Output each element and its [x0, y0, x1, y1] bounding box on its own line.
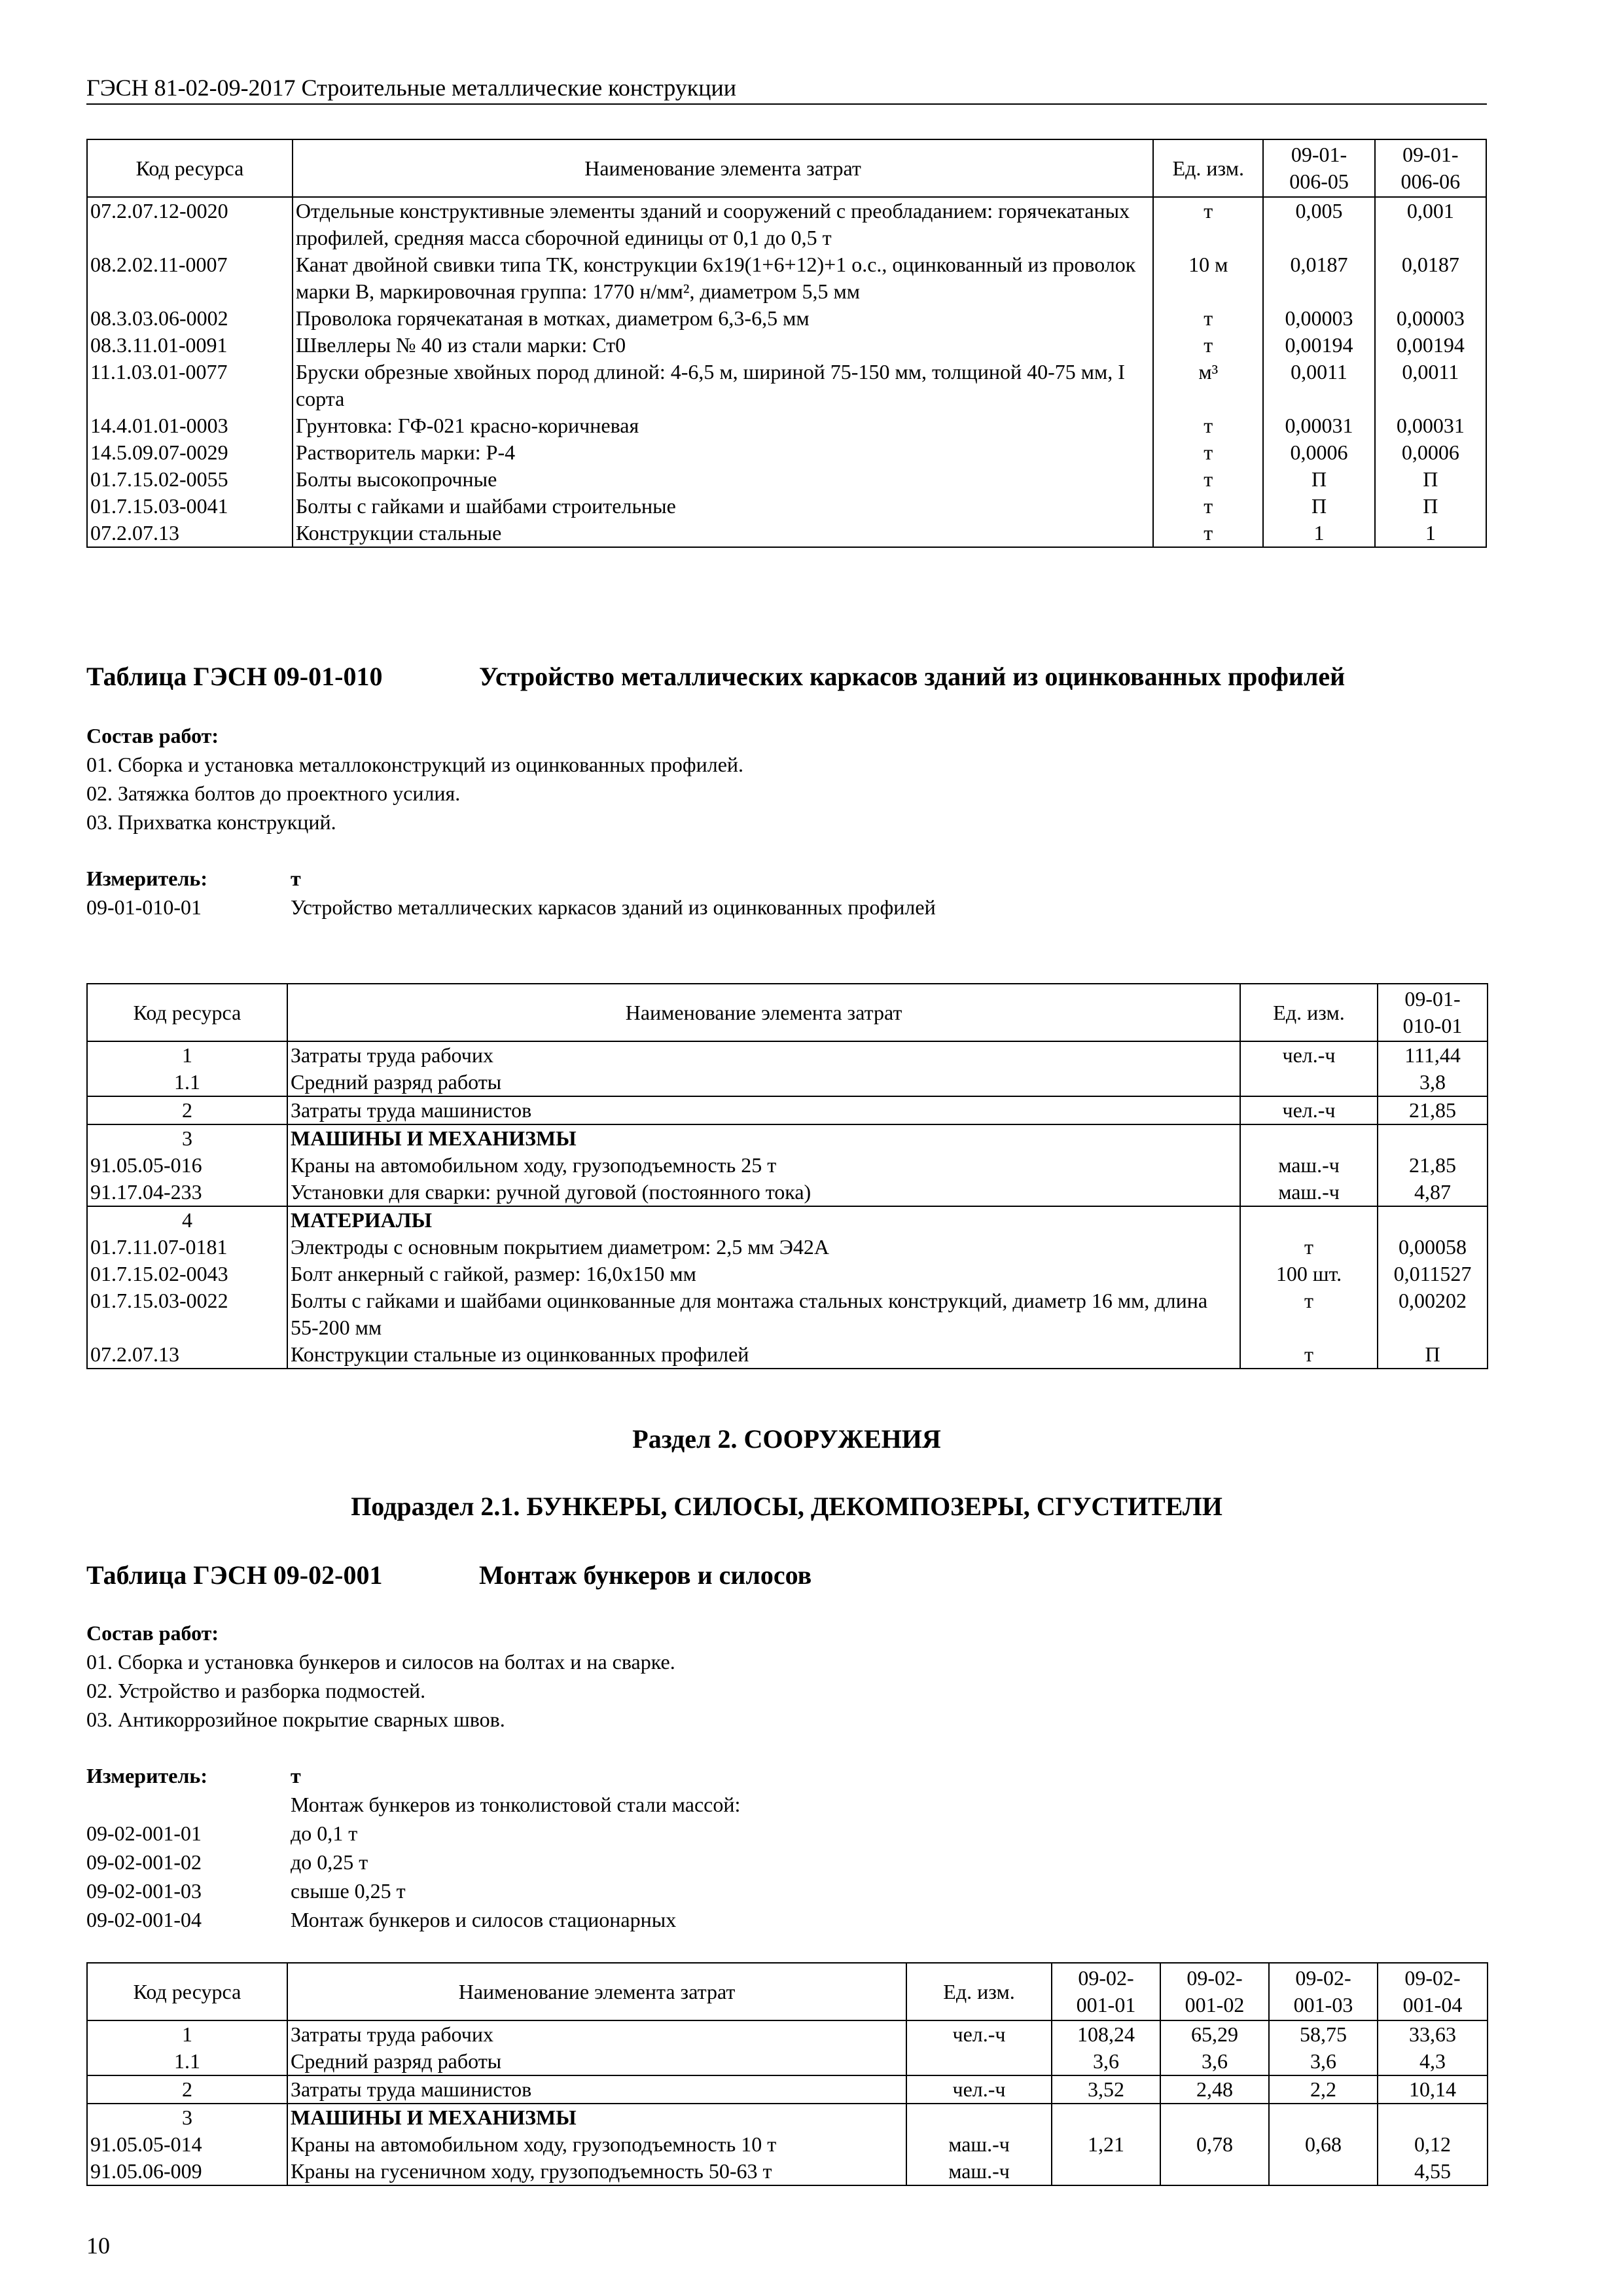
- resource-code: 11.1.03.01-0077: [87, 359, 293, 412]
- value-cell: 0,011527: [1378, 1261, 1488, 1287]
- resource-name: Затраты труда машинистов: [287, 1096, 1240, 1124]
- value-cell: 0,0006: [1375, 439, 1486, 466]
- resource-name: Затраты труда рабочих: [287, 1041, 1240, 1069]
- meter-note-row: [86, 1790, 1487, 1819]
- unit: маш.-ч: [906, 2158, 1052, 2185]
- table-row: [87, 439, 1486, 466]
- value-cell: 2,2: [1269, 2075, 1378, 2104]
- unit: м³: [1153, 359, 1263, 412]
- norm-item: [86, 1876, 1487, 1905]
- resource-code: 01.7.11.07-0181: [87, 1234, 287, 1261]
- unit: чел.-ч: [906, 2075, 1052, 2104]
- value-cell: [1160, 2158, 1269, 2185]
- norm-item: [86, 1819, 1487, 1848]
- value-cell: [1378, 1206, 1488, 1234]
- resource-code: 01.7.15.02-0043: [87, 1261, 287, 1287]
- resource-name: Затраты труда машинистов: [287, 2075, 906, 2104]
- norm-text: Устройство металлических каркасов зданий из оцинкованных профилей: [291, 895, 936, 919]
- value-cell: [1160, 2104, 1269, 2131]
- resource-name: Затраты труда рабочих: [287, 2020, 906, 2048]
- unit: т: [1153, 197, 1263, 251]
- table-row: [87, 2020, 1488, 2048]
- value-cell: 3,8: [1378, 1069, 1488, 1096]
- table-row: [87, 1096, 1488, 1124]
- works-list: [86, 1647, 1487, 1734]
- value-cell: 0,12: [1378, 2131, 1488, 2158]
- resource-code: 3: [87, 2104, 287, 2131]
- subsection-heading: Подраздел 2.1. БУНКЕРЫ, СИЛОСЫ, ДЕКОМПОЗЕРЫ, СГУСТИТЕЛИ: [351, 1492, 1222, 1521]
- value-cell: [1378, 1124, 1488, 1152]
- table-id: Таблица ГЭСН 09-01-010: [86, 662, 383, 691]
- resource-name: Бруски обрезные хвойных пород длиной: 4-6,5 м, шириной 75-150 мм, толщиной 40-75 мм, I сорта: [293, 359, 1153, 412]
- items-list: [86, 1819, 1487, 1934]
- table-row: [87, 2131, 1488, 2158]
- resource-name: Конструкции стальные из оцинкованных профилей: [287, 1341, 1240, 1369]
- unit: маш.-ч: [906, 2131, 1052, 2158]
- value-cell: П: [1263, 493, 1374, 520]
- unit: т: [1153, 493, 1263, 520]
- resource-code: 91.05.05-014: [87, 2131, 287, 2158]
- value-cell: 0,00003: [1263, 305, 1374, 332]
- value-cell: 1,21: [1052, 2131, 1160, 2158]
- meter-note: Монтаж бункеров из тонколистовой стали массой:: [291, 1793, 741, 1816]
- resource-code: 91.05.06-009: [87, 2158, 287, 2185]
- unit: т: [1240, 1341, 1378, 1369]
- value-cell: 2,48: [1160, 2075, 1269, 2104]
- norm-code: 09-02-001-04: [86, 1908, 202, 1931]
- meter-row: [86, 864, 1487, 893]
- unit: т: [1153, 520, 1263, 547]
- work-item: 03. Прихватка конструкций.: [86, 810, 336, 834]
- resource-code: 2: [87, 1096, 287, 1124]
- resource-code: 01.7.15.02-0055: [87, 466, 293, 493]
- resource-name: Проволока горячекатаная в мотках, диаметром 6,3-6,5 мм: [293, 305, 1153, 332]
- value-cell: [1269, 2104, 1378, 2131]
- table-row: [87, 1041, 1488, 1069]
- value-cell: [1378, 2104, 1488, 2131]
- resource-name: Средний разряд работы: [287, 2048, 906, 2075]
- value-cell: 4,3: [1378, 2048, 1488, 2075]
- work-item: 01. Сборка и установка металлоконструкций из оцинкованных профилей.: [86, 753, 744, 776]
- unit: т: [1153, 332, 1263, 359]
- value-cell: П: [1378, 1341, 1488, 1369]
- resource-name: Болты с гайками и шайбами строительные: [293, 493, 1153, 520]
- resource-name: Болты с гайками и шайбами оцинкованные для монтажа стальных конструкций, диаметр 16 мм, длина 55-200 мм: [287, 1287, 1240, 1341]
- resource-name: Краны на автомобильном ходу, грузоподъемность 10 т: [287, 2131, 906, 2158]
- column-header: Ед. изм.: [906, 1963, 1052, 2020]
- unit: т: [1153, 305, 1263, 332]
- norm-text: Монтаж бункеров и силосов стационарных: [291, 1908, 677, 1931]
- table-row: [87, 466, 1486, 493]
- value-cell: 4,55: [1378, 2158, 1488, 2185]
- table-row: [87, 2048, 1488, 2075]
- unit: т: [1153, 439, 1263, 466]
- resource-code: 14.5.09.07-0029: [87, 439, 293, 466]
- resource-code: 07.2.07.12-0020: [87, 197, 293, 251]
- resource-code: 2: [87, 2075, 287, 2104]
- resources-table-09-01-006: [86, 139, 1487, 548]
- value-cell: 0,005: [1263, 197, 1374, 251]
- table-row: [87, 1287, 1488, 1341]
- table-row: [87, 1206, 1488, 1234]
- value-cell: П: [1375, 466, 1486, 493]
- resource-code: 91.17.04-233: [87, 1179, 287, 1206]
- value-cell: 0,00003: [1375, 305, 1486, 332]
- resource-name: МАШИНЫ И МЕХАНИЗМЫ: [287, 2104, 906, 2131]
- unit: т: [1240, 1287, 1378, 1341]
- table-row: [87, 305, 1486, 332]
- resources-table-09-02-001: [86, 1962, 1488, 2186]
- resource-code: 08.3.03.06-0002: [87, 305, 293, 332]
- resource-name: МАТЕРИАЛЫ: [287, 1206, 1240, 1234]
- unit: чел.-ч: [1240, 1041, 1378, 1069]
- value-cell: 0,78: [1160, 2131, 1269, 2158]
- resource-code: 01.7.15.03-0022: [87, 1287, 287, 1341]
- norm-text: до 0,25 т: [291, 1850, 368, 1874]
- unit: 10 м: [1153, 251, 1263, 305]
- table-row: [87, 520, 1486, 547]
- value-cell: 0,00031: [1263, 412, 1374, 439]
- running-header: ГЭСН 81-02-09-2017 Строительные металлические конструкции: [86, 73, 1487, 105]
- resources-table-09-01-010: [86, 983, 1488, 1369]
- value-cell: 0,0187: [1375, 251, 1486, 305]
- unit: т: [1240, 1234, 1378, 1261]
- meter-row: [86, 1761, 1487, 1790]
- table-row: [87, 1152, 1488, 1179]
- value-cell: 111,44: [1378, 1041, 1488, 1069]
- work-item: 01. Сборка и установка бункеров и силосов на болтах и на сварке.: [86, 1650, 675, 1674]
- value-cell: 3,6: [1052, 2048, 1160, 2075]
- table-row: [87, 359, 1486, 412]
- value-cell: 108,24: [1052, 2020, 1160, 2048]
- unit: т: [1153, 412, 1263, 439]
- resource-code: 3: [87, 1124, 287, 1152]
- column-header: 09-01- 006-06: [1375, 139, 1486, 197]
- page-number: 10: [86, 2233, 110, 2259]
- table-row: [87, 2075, 1488, 2104]
- column-header: 09-01- 010-01: [1378, 984, 1488, 1041]
- unit: маш.-ч: [1240, 1152, 1378, 1179]
- value-cell: П: [1375, 493, 1486, 520]
- norm-item: [86, 1848, 1487, 1876]
- norm-text: свыше 0,25 т: [291, 1879, 406, 1903]
- value-cell: 65,29: [1160, 2020, 1269, 2048]
- table-heading-09-02-001: [86, 1558, 1487, 1592]
- column-header: Ед. изм.: [1240, 984, 1378, 1041]
- resource-code: 4: [87, 1206, 287, 1234]
- unit: [1240, 1069, 1378, 1096]
- resource-name: Установки для сварки: ручной дуговой (постоянного тока): [287, 1179, 1240, 1206]
- value-cell: 0,00058: [1378, 1234, 1488, 1261]
- value-cell: 21,85: [1378, 1096, 1488, 1124]
- table-row: [87, 1261, 1488, 1287]
- resource-code: 1.1: [87, 2048, 287, 2075]
- value-cell: 3,6: [1160, 2048, 1269, 2075]
- resource-name: Электроды с основным покрытием диаметром: 2,5 мм Э42А: [287, 1234, 1240, 1261]
- column-header: Наименование элемента затрат: [287, 984, 1240, 1041]
- items-list: [86, 893, 1487, 922]
- resource-name: Средний разряд работы: [287, 1069, 1240, 1096]
- resource-code: 91.05.05-016: [87, 1152, 287, 1179]
- table-row: [87, 251, 1486, 305]
- table-row: [87, 332, 1486, 359]
- resource-code: 1.1: [87, 1069, 287, 1096]
- unit: чел.-ч: [1240, 1096, 1378, 1124]
- value-cell: [1052, 2104, 1160, 2131]
- value-cell: 3,52: [1052, 2075, 1160, 2104]
- norm-item: [86, 1905, 1487, 1934]
- norm-code: 09-01-010-01: [86, 895, 202, 919]
- value-cell: П: [1263, 466, 1374, 493]
- works-label: Состав работ:: [86, 1621, 219, 1645]
- table-title: Устройство металлических каркасов зданий из оцинкованных профилей: [479, 662, 1346, 691]
- resource-name: Краны на автомобильном ходу, грузоподъемность 25 т: [287, 1152, 1240, 1179]
- resource-name: МАШИНЫ И МЕХАНИЗМЫ: [287, 1124, 1240, 1152]
- resource-name: Болт анкерный с гайкой, размер: 16,0х150 мм: [287, 1261, 1240, 1287]
- resource-code: 01.7.15.03-0041: [87, 493, 293, 520]
- column-header: Ед. изм.: [1153, 139, 1263, 197]
- value-cell: 0,0011: [1375, 359, 1486, 412]
- column-header: 09-02- 001-01: [1052, 1963, 1160, 2020]
- norm-code: 09-02-001-03: [86, 1879, 202, 1903]
- column-header: Наименование элемента затрат: [293, 139, 1153, 197]
- value-cell: 1: [1375, 520, 1486, 547]
- resource-code: 07.2.07.13: [87, 1341, 287, 1369]
- work-item: 02. Затяжка болтов до проектного усилия.: [86, 781, 461, 805]
- table-title: Монтаж бункеров и силосов: [479, 1560, 812, 1590]
- norm-text: до 0,1 т: [291, 1821, 358, 1845]
- column-header: Код ресурса: [87, 984, 287, 1041]
- value-cell: 0,001: [1375, 197, 1486, 251]
- norm-item: [86, 893, 1487, 922]
- value-cell: 0,0187: [1263, 251, 1374, 305]
- meter-label: Измеритель:: [86, 867, 207, 890]
- column-header: 09-02- 001-03: [1269, 1963, 1378, 2020]
- value-cell: 3,6: [1269, 2048, 1378, 2075]
- resource-name: Грунтовка: ГФ-021 красно-коричневая: [293, 412, 1153, 439]
- resource-code: 14.4.01.01-0003: [87, 412, 293, 439]
- meter-value: т: [291, 1764, 301, 1787]
- norm-code: 09-02-001-01: [86, 1821, 202, 1845]
- resource-name: Растворитель марки: Р-4: [293, 439, 1153, 466]
- meter-label: Измеритель:: [86, 1764, 207, 1787]
- value-cell: 33,63: [1378, 2020, 1488, 2048]
- unit: маш.-ч: [1240, 1179, 1378, 1206]
- resource-code: 07.2.07.13: [87, 520, 293, 547]
- resource-name: Швеллеры № 40 из стали марки: Ст0: [293, 332, 1153, 359]
- value-cell: 0,00194: [1375, 332, 1486, 359]
- value-cell: 4,87: [1378, 1179, 1488, 1206]
- work-item: 02. Устройство и разборка подмостей.: [86, 1679, 426, 1702]
- section-heading: Раздел 2. СООРУЖЕНИЯ: [632, 1424, 941, 1454]
- value-cell: 0,0011: [1263, 359, 1374, 412]
- unit: [906, 2048, 1052, 2075]
- table-heading-09-01-010: [86, 660, 1487, 694]
- value-cell: 0,00031: [1375, 412, 1486, 439]
- unit: чел.-ч: [906, 2020, 1052, 2048]
- unit: [1240, 1206, 1378, 1234]
- unit: т: [1153, 466, 1263, 493]
- value-cell: 0,00194: [1263, 332, 1374, 359]
- value-cell: 0,68: [1269, 2131, 1378, 2158]
- value-cell: 0,0006: [1263, 439, 1374, 466]
- value-cell: 0,00202: [1378, 1287, 1488, 1341]
- resource-code: 08.2.02.11-0007: [87, 251, 293, 305]
- table-id: Таблица ГЭСН 09-02-001: [86, 1560, 383, 1590]
- value-cell: 10,14: [1378, 2075, 1488, 2104]
- table-row: [87, 197, 1486, 251]
- resource-code: 1: [87, 1041, 287, 1069]
- resource-code: 1: [87, 2020, 287, 2048]
- works-label: Состав работ:: [86, 724, 219, 747]
- value-cell: 1: [1263, 520, 1374, 547]
- meter-value: т: [291, 867, 301, 890]
- table-row: [87, 2158, 1488, 2185]
- works-list: [86, 750, 1487, 836]
- resource-name: Канат двойной свивки типа ТК, конструкции 6х19(1+6+12)+1 о.с., оцинкованный из проволок марки В, маркировочная группа: 1770 н/мм², диаметром 5,5 мм: [293, 251, 1153, 305]
- column-header: 09-01- 006-05: [1263, 139, 1374, 197]
- column-header: Код ресурса: [87, 139, 293, 197]
- column-header: Наименование элемента затрат: [287, 1963, 906, 2020]
- table-row: [87, 412, 1486, 439]
- table-row: [87, 1124, 1488, 1152]
- table-row: [87, 1341, 1488, 1369]
- value-cell: 58,75: [1269, 2020, 1378, 2048]
- table-row: [87, 1234, 1488, 1261]
- value-cell: [1052, 2158, 1160, 2185]
- table-row: [87, 2104, 1488, 2131]
- norm-code: 09-02-001-02: [86, 1850, 202, 1874]
- resource-name: Отдельные конструктивные элементы зданий и сооружений с преобладанием: горячекатаных профилей, средняя масса сборочной единицы от 0,1 до 0,5 т: [293, 197, 1153, 251]
- unit: [906, 2104, 1052, 2131]
- work-item: 03. Антикоррозийное покрытие сварных швов.: [86, 1708, 505, 1731]
- column-header: 09-02- 001-02: [1160, 1963, 1269, 2020]
- resource-name: Болты высокопрочные: [293, 466, 1153, 493]
- resource-name: Конструкции стальные: [293, 520, 1153, 547]
- resource-name: Краны на гусеничном ходу, грузоподъемность 50-63 т: [287, 2158, 906, 2185]
- value-cell: 21,85: [1378, 1152, 1488, 1179]
- unit: [1240, 1124, 1378, 1152]
- unit: 100 шт.: [1240, 1261, 1378, 1287]
- table-row: [87, 1069, 1488, 1096]
- value-cell: [1269, 2158, 1378, 2185]
- table-row: [87, 1179, 1488, 1206]
- column-header: 09-02- 001-04: [1378, 1963, 1488, 2020]
- column-header: Код ресурса: [87, 1963, 287, 2020]
- table-row: [87, 493, 1486, 520]
- resource-code: 08.3.11.01-0091: [87, 332, 293, 359]
